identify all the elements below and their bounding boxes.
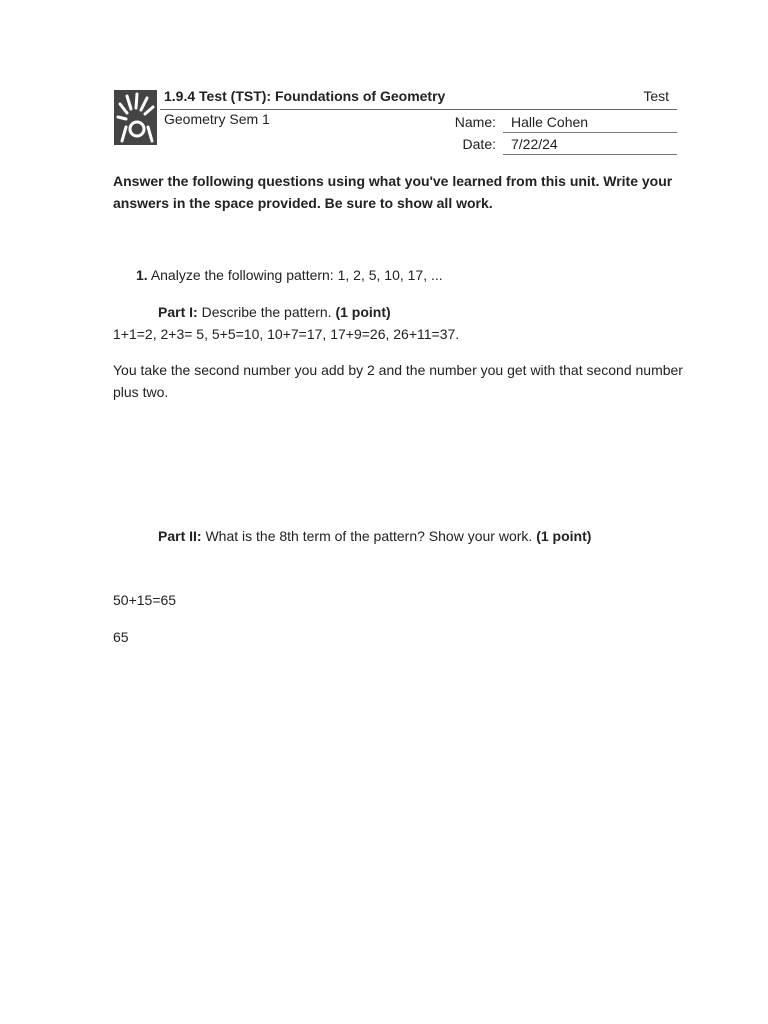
part-1-label: Part I: xyxy=(158,304,198,320)
part-1-points: (1 point) xyxy=(335,304,391,320)
part-1-answer-line-1[interactable]: 1+1=2, 2+3= 5, 5+5=10, 10+7=17, 17+9=26, 26+11=37. xyxy=(113,326,460,342)
part-1-answer-line-2[interactable]: You take the second number you add by 2 and the number you get with that second number plus two. xyxy=(113,362,683,400)
question-number: 1. xyxy=(136,267,148,283)
header-rule xyxy=(160,109,677,110)
question-text: Analyze the following pattern: 1, 2, 5, 10, 17, ... xyxy=(150,267,443,283)
part-1-prompt xyxy=(158,301,391,323)
part-2-answer-line-1[interactable]: 50+15=65 xyxy=(113,592,177,608)
name-label: Name: xyxy=(454,114,496,130)
instructions: Answer the following questions using what you've learned from this unit. Write your answers in the space provided. Be sure to show all work. xyxy=(113,173,673,211)
doc-type-label: Test xyxy=(643,88,669,104)
part-2-prompt xyxy=(158,525,591,547)
part-2-label: Part II: xyxy=(158,528,202,544)
date-label: Date: xyxy=(462,136,496,152)
name-underline xyxy=(503,132,677,133)
name-field[interactable]: Halle Cohen xyxy=(511,114,589,130)
date-field[interactable]: 7/22/24 xyxy=(511,136,558,152)
part-2-text: What is the 8th term of the pattern? Show your work. xyxy=(205,528,533,544)
part-2-points: (1 point) xyxy=(536,528,592,544)
date-underline xyxy=(503,154,677,155)
part-2-answer-line-2[interactable]: 65 xyxy=(113,629,129,645)
course-name: Geometry Sem 1 xyxy=(164,111,270,127)
question-1-prompt xyxy=(136,264,443,286)
page-title: 1.9.4 Test (TST): Foundations of Geometry xyxy=(164,88,446,104)
sunburst-logo-icon xyxy=(114,90,157,145)
part-1-text: Describe the pattern. xyxy=(201,304,332,320)
